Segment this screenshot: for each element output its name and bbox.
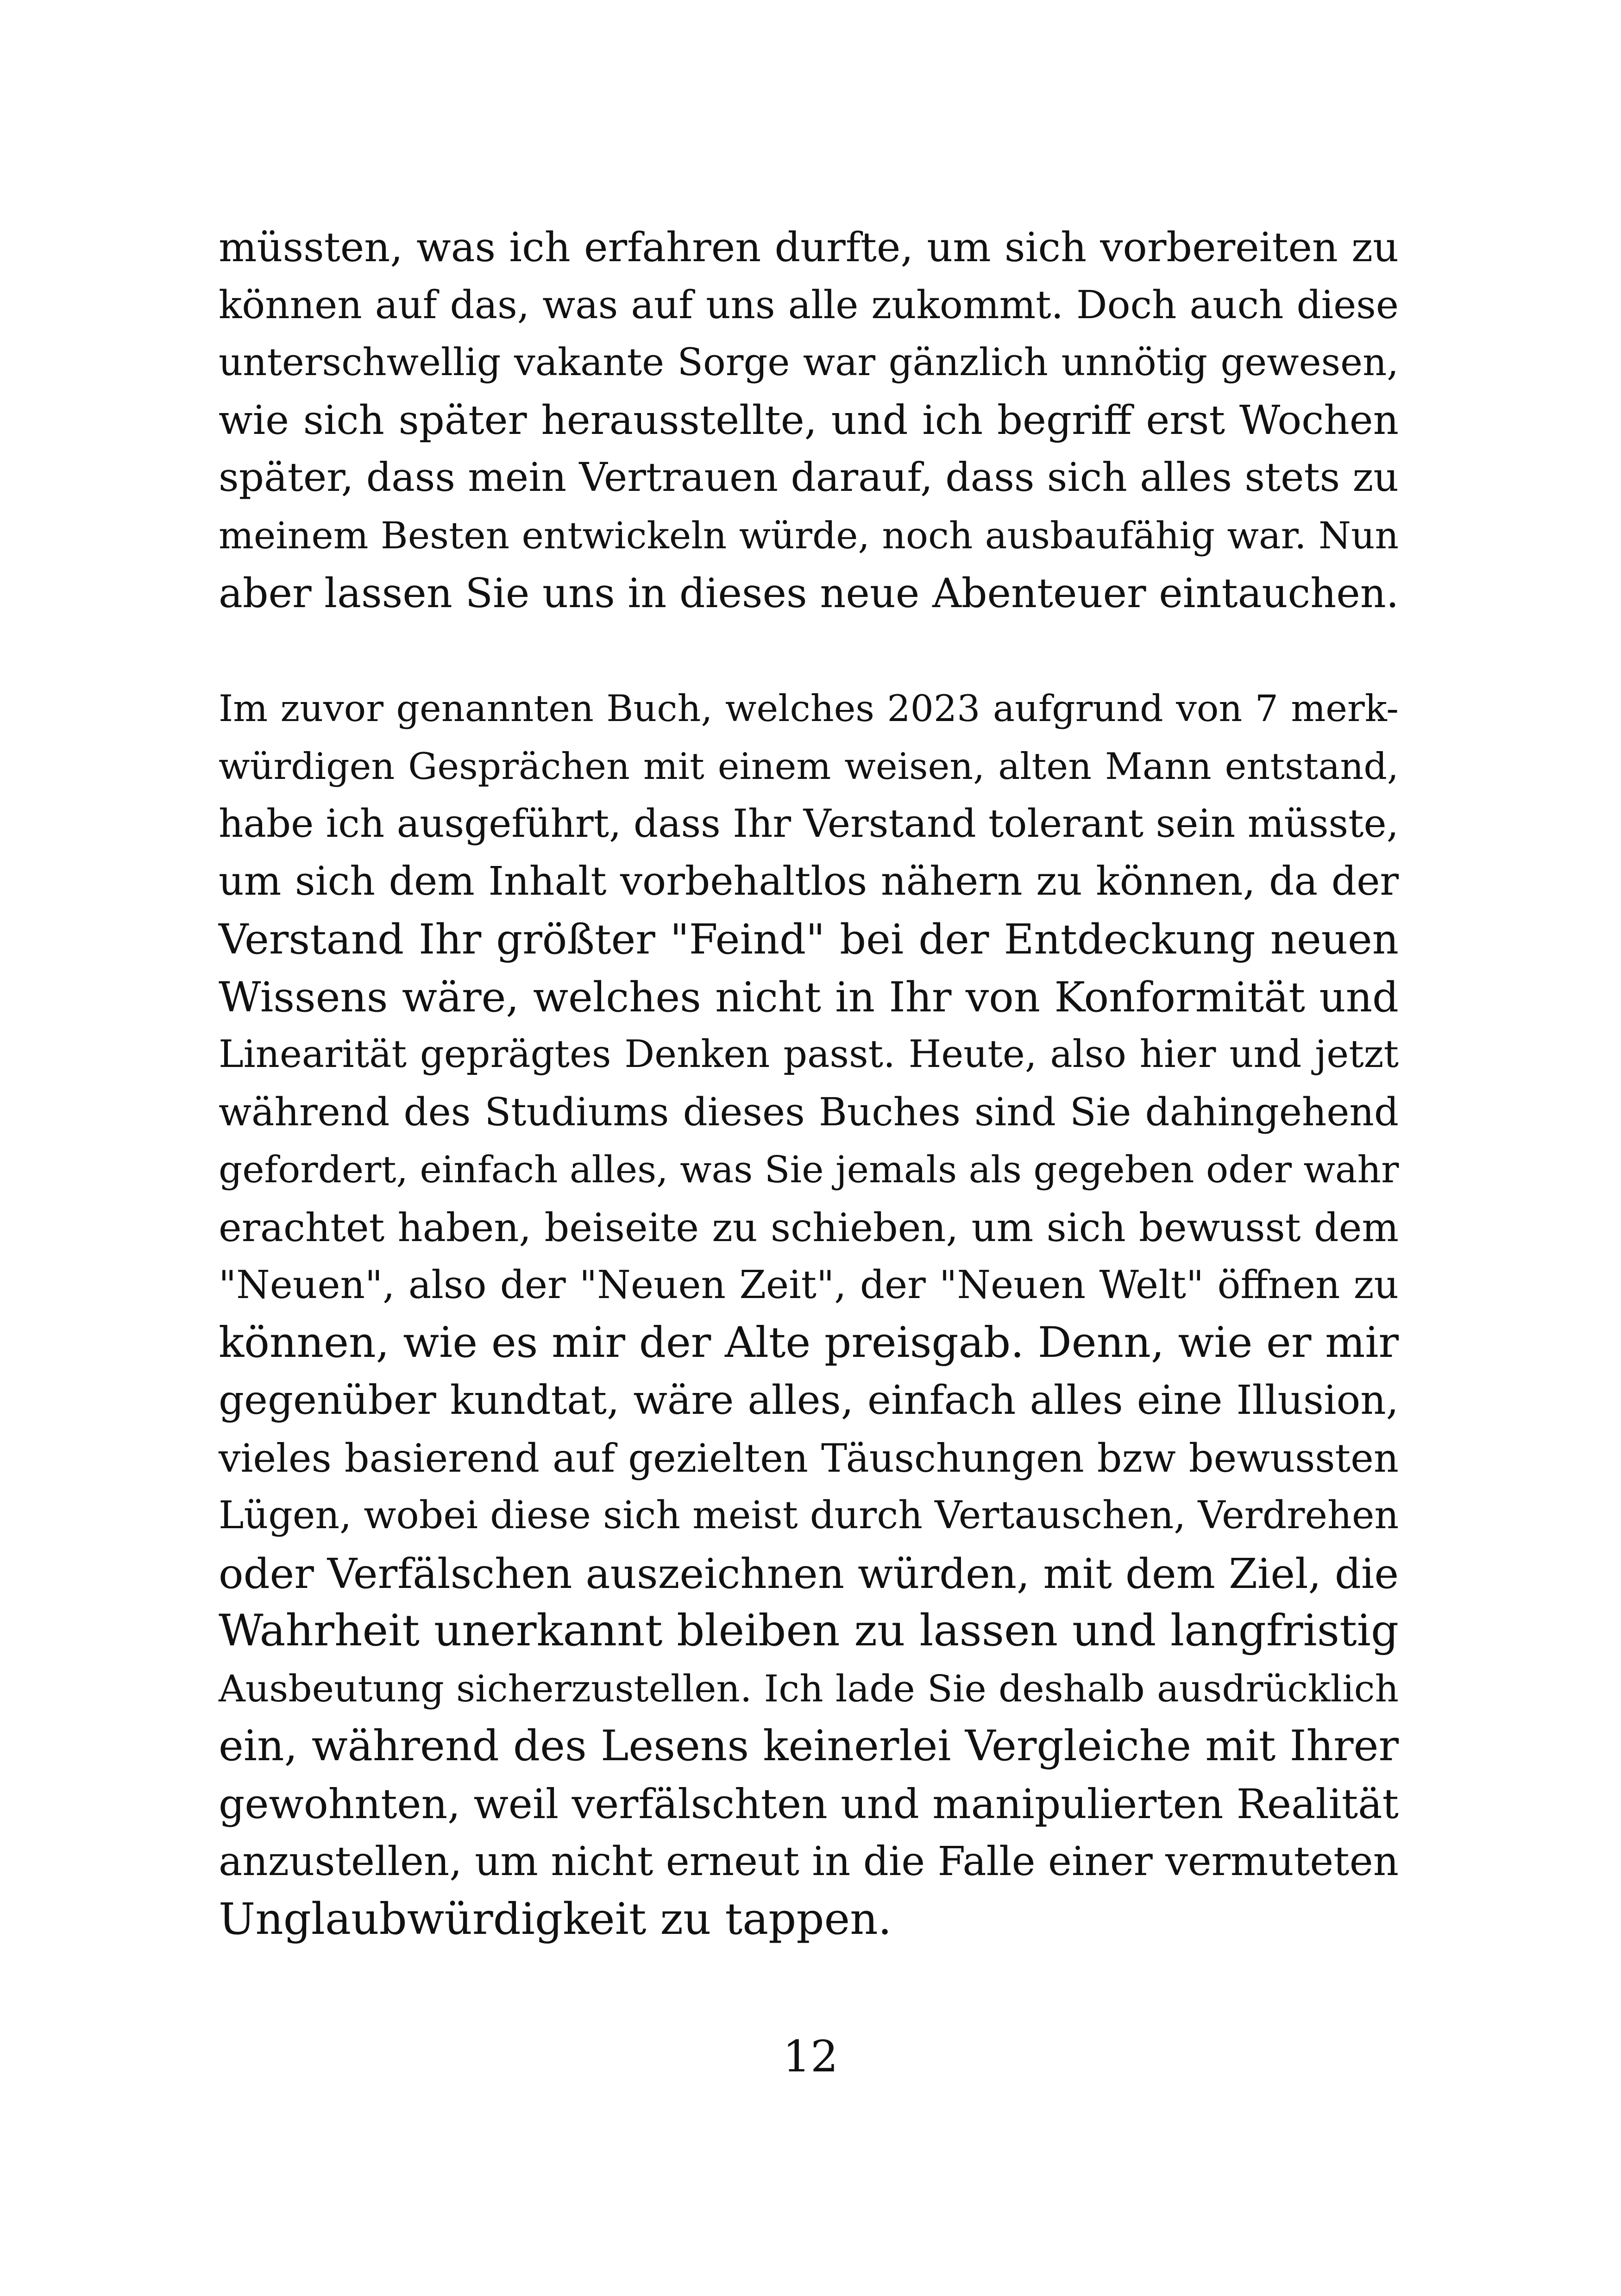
text-line: wie sich später herausstellte, und ich begriff erst Wochen [219, 397, 1399, 444]
text-line: meinem Besten entwickeln würde, noch ausbaufähig war. Nun [219, 514, 1399, 557]
text-line: habe ich ausgeführt, dass Ihr Verstand tolerant sein müsste, [219, 801, 1399, 846]
text-line: erachtet haben, beiseite zu schieben, um sich bewusst dem [219, 1204, 1399, 1250]
text-line: Lügen, wobei diese sich meist durch Vertauschen, Verdrehen [219, 1493, 1399, 1537]
text-line: Wahrheit unerkannt bleiben zu lassen und langfristig [219, 1606, 1399, 1656]
text-line: gewohnten, weil verfälschten und manipulierten Realität [219, 1780, 1399, 1828]
text-line: anzustellen, um nicht erneut in die Falle einer vermuteten [219, 1838, 1399, 1885]
text-line: gegenüber kundtat, wäre alles, einfach alles eine Illusion, [219, 1377, 1399, 1424]
text-line: können, wie es mir der Alte preisgab. Denn, wie er mir [219, 1318, 1399, 1367]
text-line: Im zuvor genannten Buch, welches 2023 aufgrund von 7 merk- [219, 687, 1399, 730]
text-line: oder Verfälschen auszeichnen würden, mit dem Ziel, die [219, 1549, 1399, 1598]
text-line: müssten, was ich erfahren durfte, um sich vorbereiten zu [219, 224, 1399, 271]
paragraph-1 [219, 219, 1399, 622]
text-line: "Neuen", also der "Neuen Zeit", der "Neuen Welt" öffnen zu [219, 1262, 1399, 1307]
page-number: 12 [783, 2032, 838, 2082]
text-line: Verstand Ihr größter "Feind" bei der Entdeckung neuen [219, 915, 1399, 963]
text-line: Unglaubwürdigkeit zu tappen. [219, 1894, 892, 1945]
text-line: gefordert, einfach alles, was Sie jemals als gegeben oder wahr [219, 1148, 1399, 1191]
text-line: später, dass mein Vertrauen darauf, dass sich alles stets zu [219, 455, 1399, 501]
text-line: Ausbeutung sicherzustellen. Ich lade Sie deshalb ausdrücklich [219, 1667, 1399, 1710]
text-line: während des Studiums dieses Buches sind Sie dahingehend [219, 1089, 1399, 1135]
text-line: um sich dem Inhalt vorbehaltlos nähern zu können, da der [219, 858, 1399, 904]
text-line: Wissens wäre, welches nicht in Ihr von Konformität und [219, 972, 1399, 1021]
text-line: vieles basierend auf gezielten Täuschungen bzw bewussten [219, 1435, 1399, 1481]
text-line: unterschwellig vakante Sorge war gänzlich unnötig gewesen, [219, 341, 1399, 384]
text-line: Linearität geprägtes Denken passt. Heute, also hier und jetzt [219, 1033, 1399, 1076]
text-line: aber lassen Sie uns in dieses neue Abenteuer eintauchen. [219, 570, 1399, 617]
paragraph-2 [219, 680, 1399, 1948]
text-line: ein, während des Lesens keinerlei Vergleiche mit Ihrer [219, 1722, 1399, 1770]
text-line: würdigen Gesprächen mit einem weisen, alten Mann entstand, [219, 745, 1399, 788]
text-line: können auf das, was auf uns alle zukommt. Doch auch diese [219, 282, 1399, 327]
